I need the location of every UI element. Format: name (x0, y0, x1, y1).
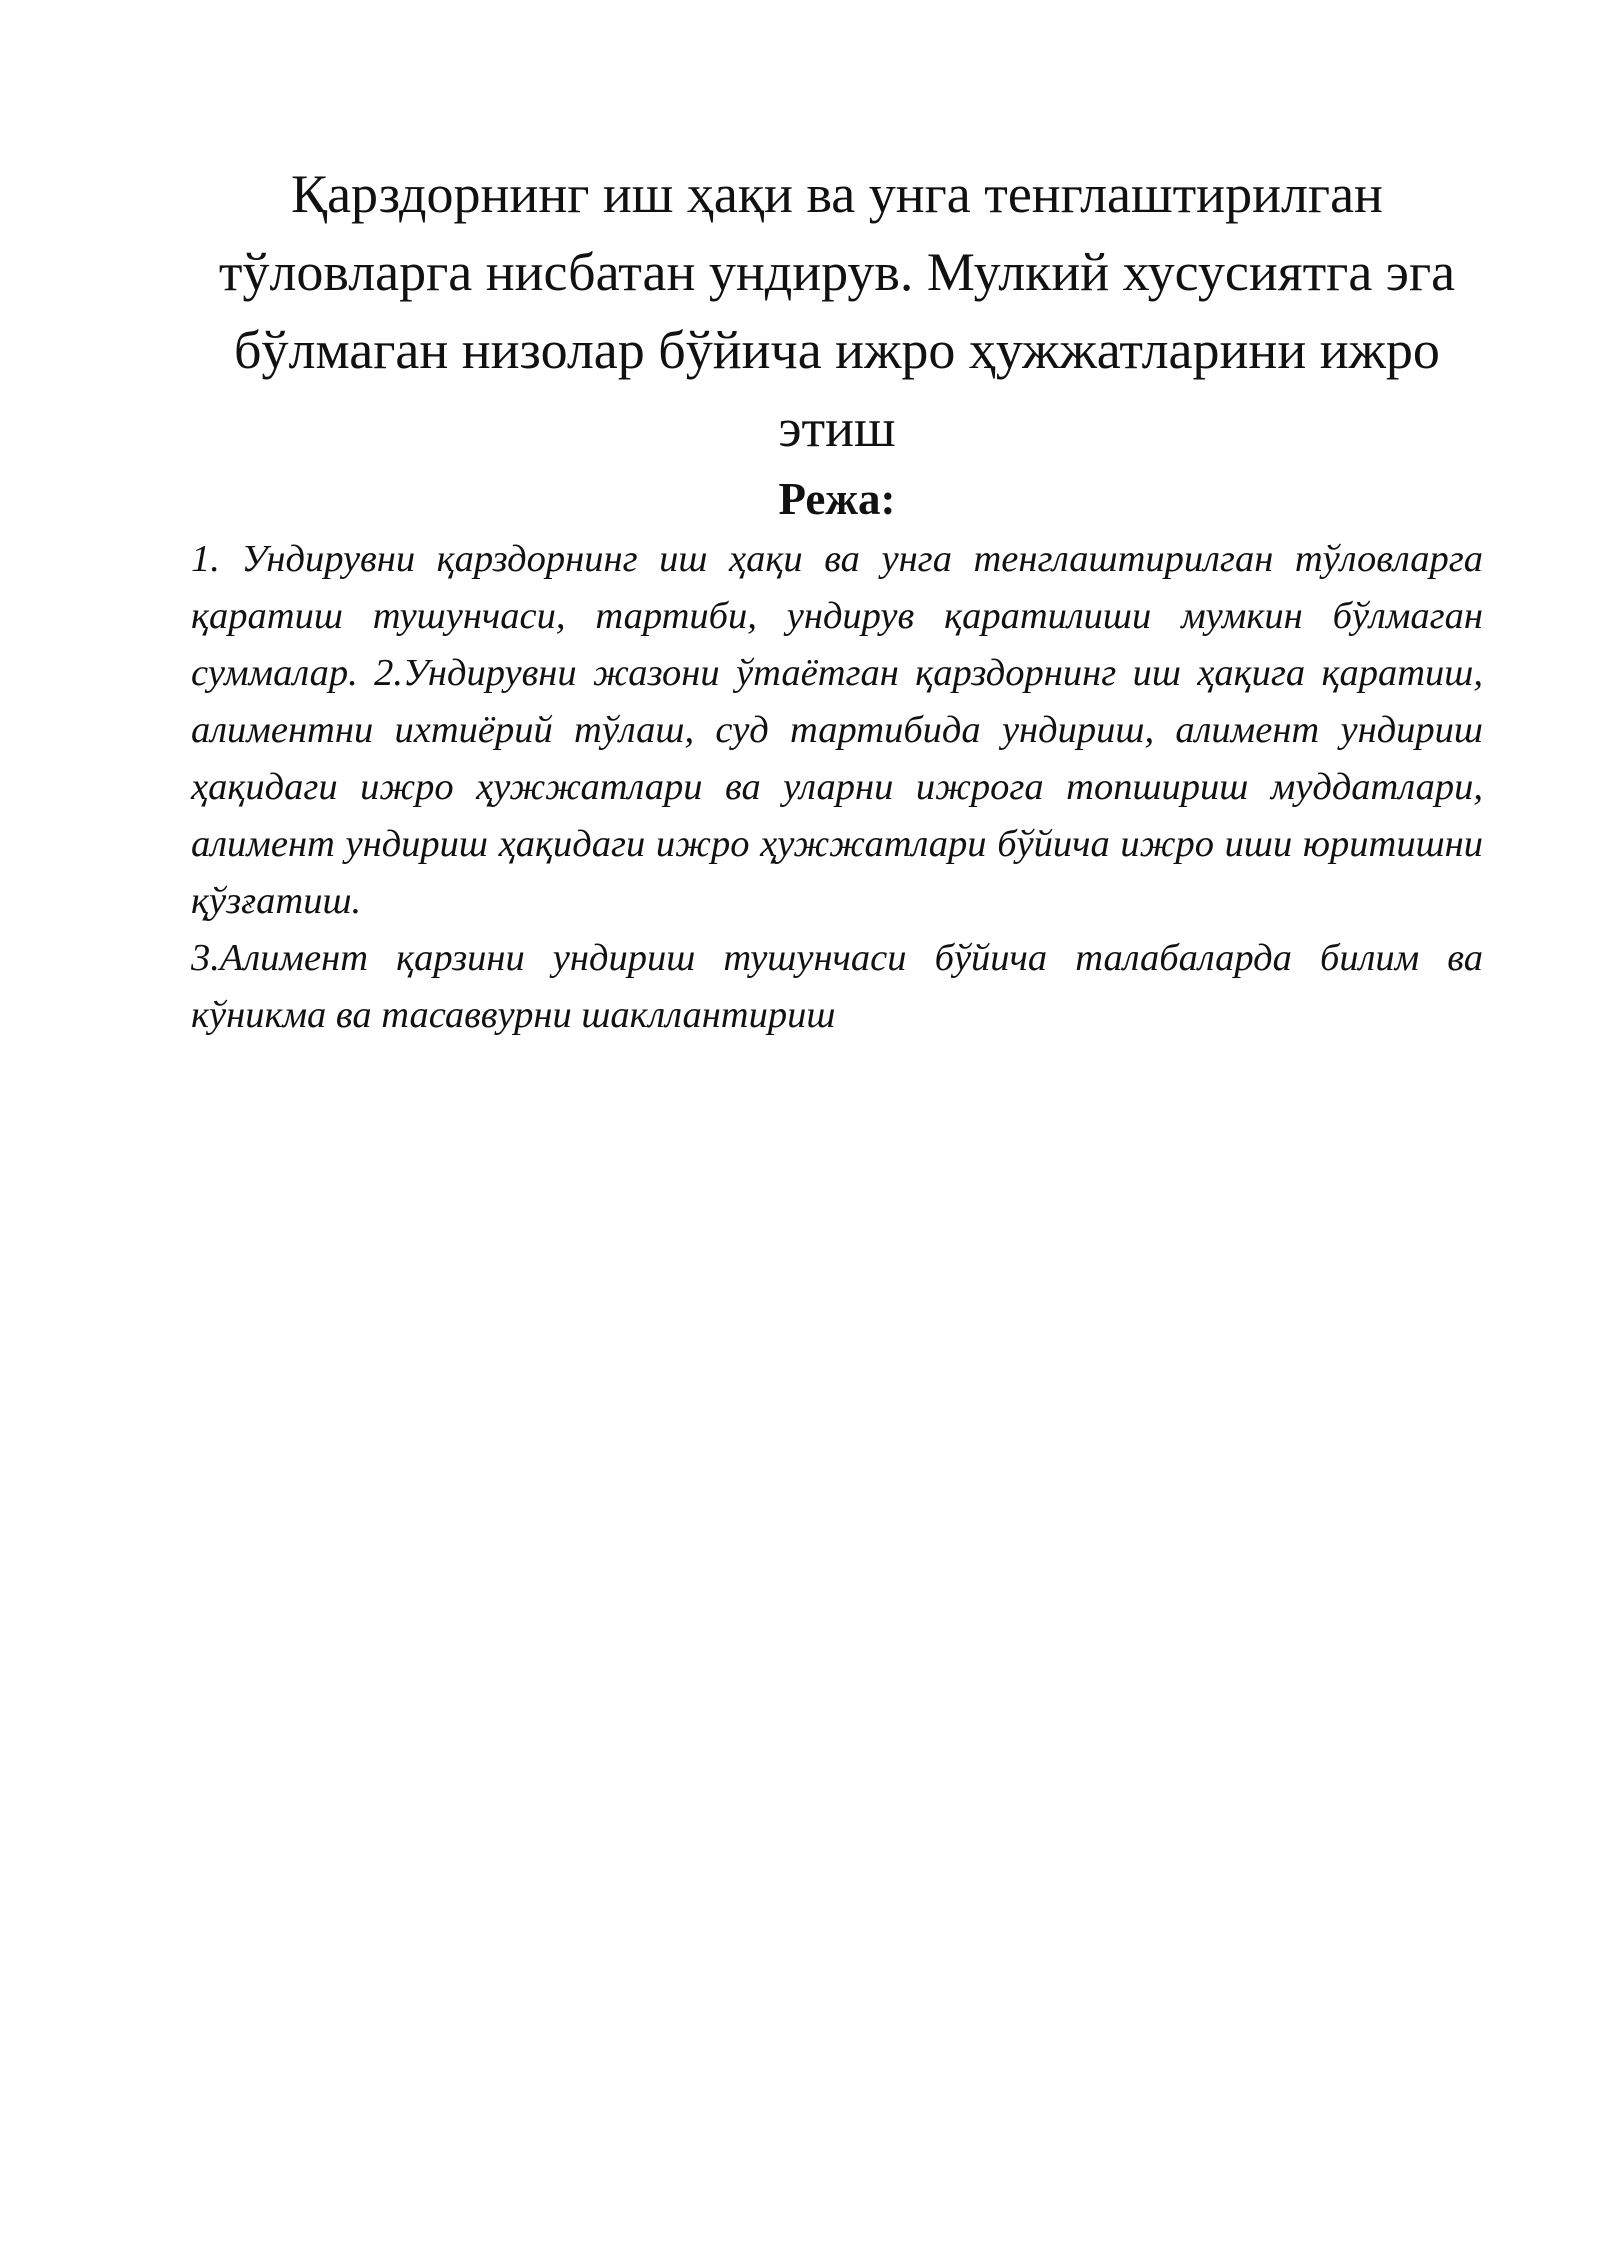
plan-heading: Режа: (778, 474, 896, 524)
plan-item: 1. Ундирувни қарздорнинг иш ҳақи ва унга тенглаштирилган тўловларга қаратиш тушунчаси, тартиби, ундирув қаратилиши мумкин бўлмаган суммалар. 2.Ундирувни жазони ўтаётган қарздорнинг иш ҳақига қаратиш, алиментни ихтиёрий тўлаш, суд тартибида ундириш, алимент ундириш ҳақидаги ижро ҳужжатлари ва уларни ижрога топшириш муддатлари, алимент ундириш ҳақидаги ижро ҳужжатлари бўйича ижро иши юритишни қўзғатиш. (191, 538, 1483, 922)
document-title: Қарздорнинг иш ҳақи ва унга тенглаштирилган тўловларга нисбатан ундирув. Мулкий хусусиятга эга бўлмаган низолар бўйича ижро ҳужжатларини ижро этиш (218, 164, 1456, 458)
plan-item: 3.Алимент қарзини ундириш тушунчаси бўйича талабаларда билим ва кўникма ва тасаввурни шакллантириш (191, 937, 1483, 1036)
document-content (191, 155, 1483, 1044)
